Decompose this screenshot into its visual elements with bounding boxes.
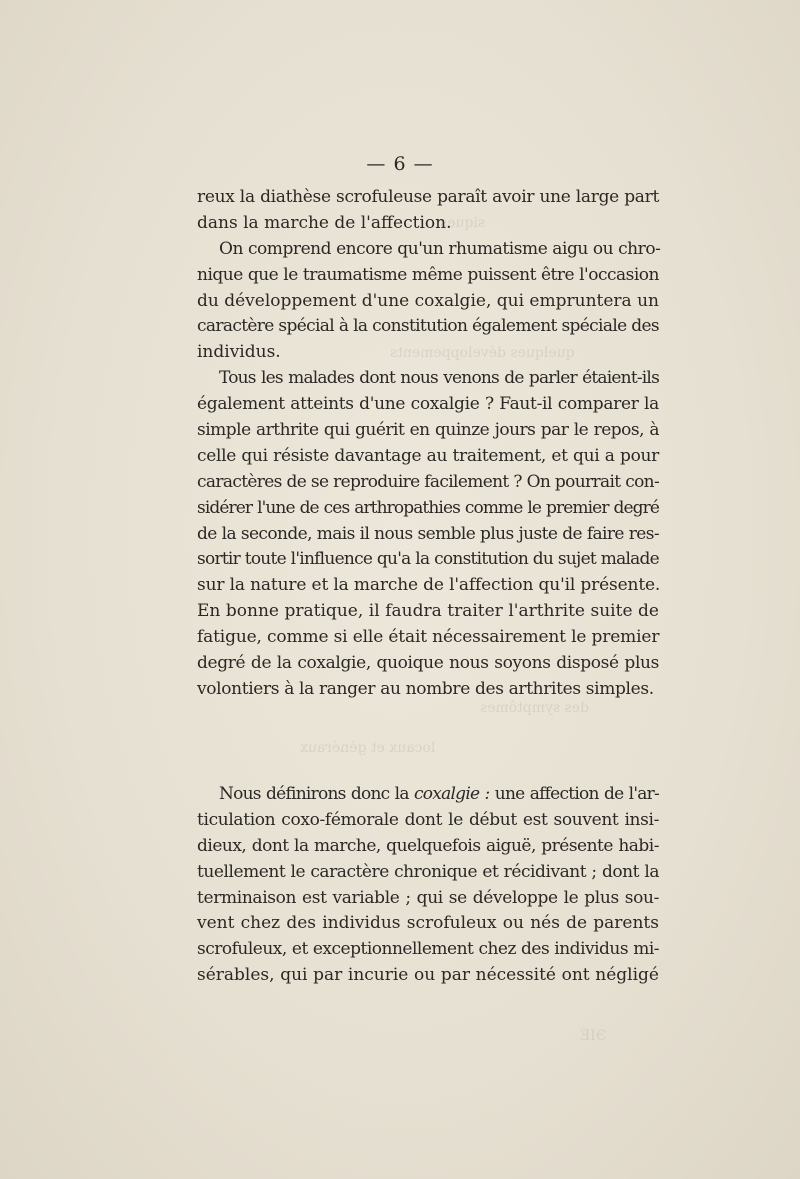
text-line: sidérer l'une de ces arthropathies comme le premier degré (197, 497, 659, 518)
show-through-text: locaux et généraux (300, 740, 436, 756)
page-number: — 6 — (366, 153, 434, 175)
text-line: du développement d'une coxalgie, qui empruntera un (197, 290, 659, 311)
text-line: nique que le traumatisme même puissent être l'occasion (197, 264, 659, 285)
text-line: degré de la coxalgie, quoique nous soyons disposé plus (197, 653, 659, 674)
text-line: vent chez des individus scrofuleux ou nés de parents (197, 913, 659, 934)
text-line: dieux, dont la marche, quelquefois aiguë, présente habi- (197, 835, 659, 856)
text-line: scrofuleux, et exceptionnellement chez des individus mi- (197, 939, 659, 960)
definition-lead: Nous définirons donc la (219, 784, 409, 804)
show-through-text: siques (440, 215, 486, 231)
text-line: volontiers à la ranger au nombre des arthrites simples. (197, 678, 654, 699)
text-line: ticulation coxo-fémorale dont le début est souvent insi- (197, 809, 659, 830)
text-line: simple arthrite qui guérit en quinze jours par le repos, à (197, 420, 659, 441)
definition-first-line (197, 782, 659, 808)
text-line: On comprend encore qu'un rhumatisme aigu ou chro- (219, 238, 661, 259)
text-block-top (197, 185, 659, 703)
show-through-text: ЭІЕ (580, 1028, 607, 1044)
definition-term: coxalgie : (414, 784, 490, 804)
show-through-text: des symptômes (480, 700, 590, 716)
text-line: caractères de se reproduire facilement ? On pourrait con- (197, 471, 660, 492)
text-line: individus. (197, 342, 281, 363)
text-line: sur la nature et la marche de l'affection qu'il présente. (197, 575, 661, 596)
definition-rest: une affection de l'ar- (489, 784, 660, 804)
text-line: fatigue, comme si elle était nécessairement le premier (197, 627, 660, 648)
text-line: reux la diathèse scrofuleuse paraît avoir une large part (197, 187, 659, 207)
text-line: celle qui résiste davantage au traitement, et qui a pour (197, 445, 659, 466)
text-line: dans la marche de l'affection. (197, 212, 452, 233)
show-through-text: quelques développements (390, 345, 575, 361)
text-line: caractère spécial à la constitution également spéciale des (197, 316, 659, 337)
text-line: également atteints d'une coxalgie ? Faut-il comparer la (197, 394, 659, 415)
text-line: sortir toute l'influence qu'a la constitution du sujet malade (197, 549, 659, 570)
text-line: En bonne pratique, il faudra traiter l'arthrite suite de (197, 601, 659, 622)
text-block-definition (197, 782, 659, 989)
text-line: de la seconde, mais il nous semble plus juste de faire res- (197, 523, 659, 544)
text-line: terminaison est variable ; qui se développe le plus sou- (197, 887, 659, 908)
text-line: Tous les malades dont nous venons de parler étaient-ils (219, 368, 659, 389)
text-line: tuellement le caractère chronique et récidivant ; dont la (197, 861, 659, 882)
text-line: sérables, qui par incurie ou par nécessité ont négligé (197, 965, 659, 986)
